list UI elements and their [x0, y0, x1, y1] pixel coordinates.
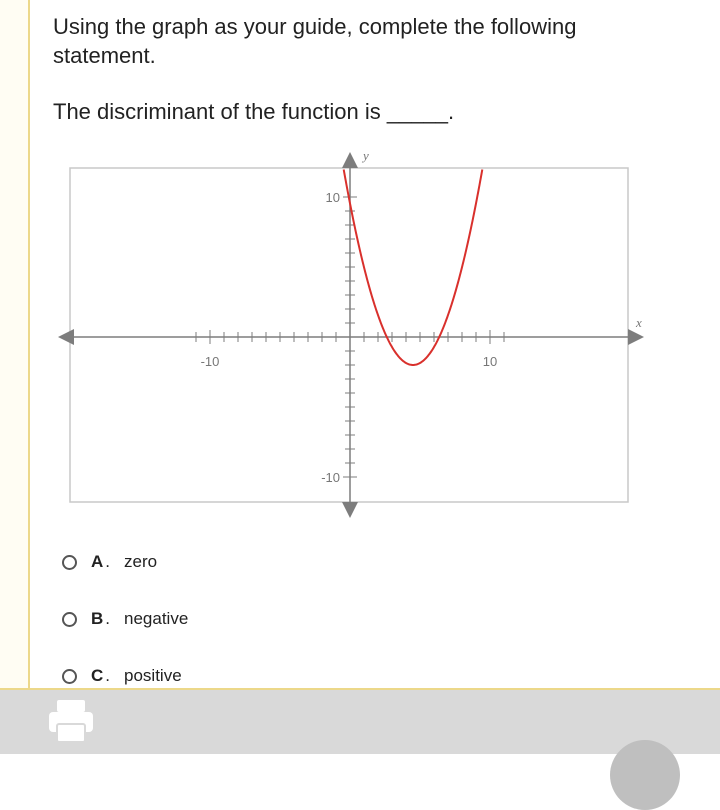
x-axis-left-arrow — [58, 329, 74, 345]
choice-letter-dot: . — [105, 666, 111, 685]
question-prompt: Using the graph as your guide, complete the following statement. — [53, 14, 577, 68]
x-axis-right-arrow — [628, 329, 644, 345]
y-axis-bottom-arrow — [342, 502, 358, 518]
choice-letter-dot: . — [105, 609, 111, 628]
x-axis-label: x — [636, 315, 642, 330]
choice-a[interactable] — [62, 550, 157, 574]
choice-c[interactable] — [62, 664, 182, 688]
floating-action-button[interactable] — [610, 740, 680, 810]
left-gutter — [0, 0, 30, 690]
choice-text: positive — [124, 666, 182, 685]
x-tick-label-10: 10 — [482, 354, 498, 369]
x-tick-label-neg10: -10 — [200, 354, 220, 369]
y-tick-label-neg10: -10 — [321, 470, 340, 485]
radio-button-icon[interactable] — [62, 669, 77, 684]
y-tick-label-10: 10 — [325, 190, 340, 205]
choice-text: zero — [124, 552, 158, 571]
choice-text: negative — [124, 609, 189, 628]
y-axis-top-arrow — [342, 152, 358, 168]
radio-button-icon[interactable] — [62, 555, 77, 570]
choice-letter: C — [91, 666, 104, 685]
graph-frame — [70, 168, 628, 502]
choice-letter-dot: . — [105, 552, 111, 571]
choice-letter: A — [91, 552, 104, 571]
parabola-graph — [50, 148, 650, 518]
printer-icon[interactable] — [47, 698, 95, 744]
choice-b[interactable] — [62, 607, 188, 631]
question-statement: The discriminant of the function is _____. — [53, 99, 455, 124]
y-axis-label: y — [363, 148, 369, 163]
radio-button-icon[interactable] — [62, 612, 77, 627]
footer-bar — [0, 688, 720, 754]
choice-letter: B — [91, 609, 104, 628]
